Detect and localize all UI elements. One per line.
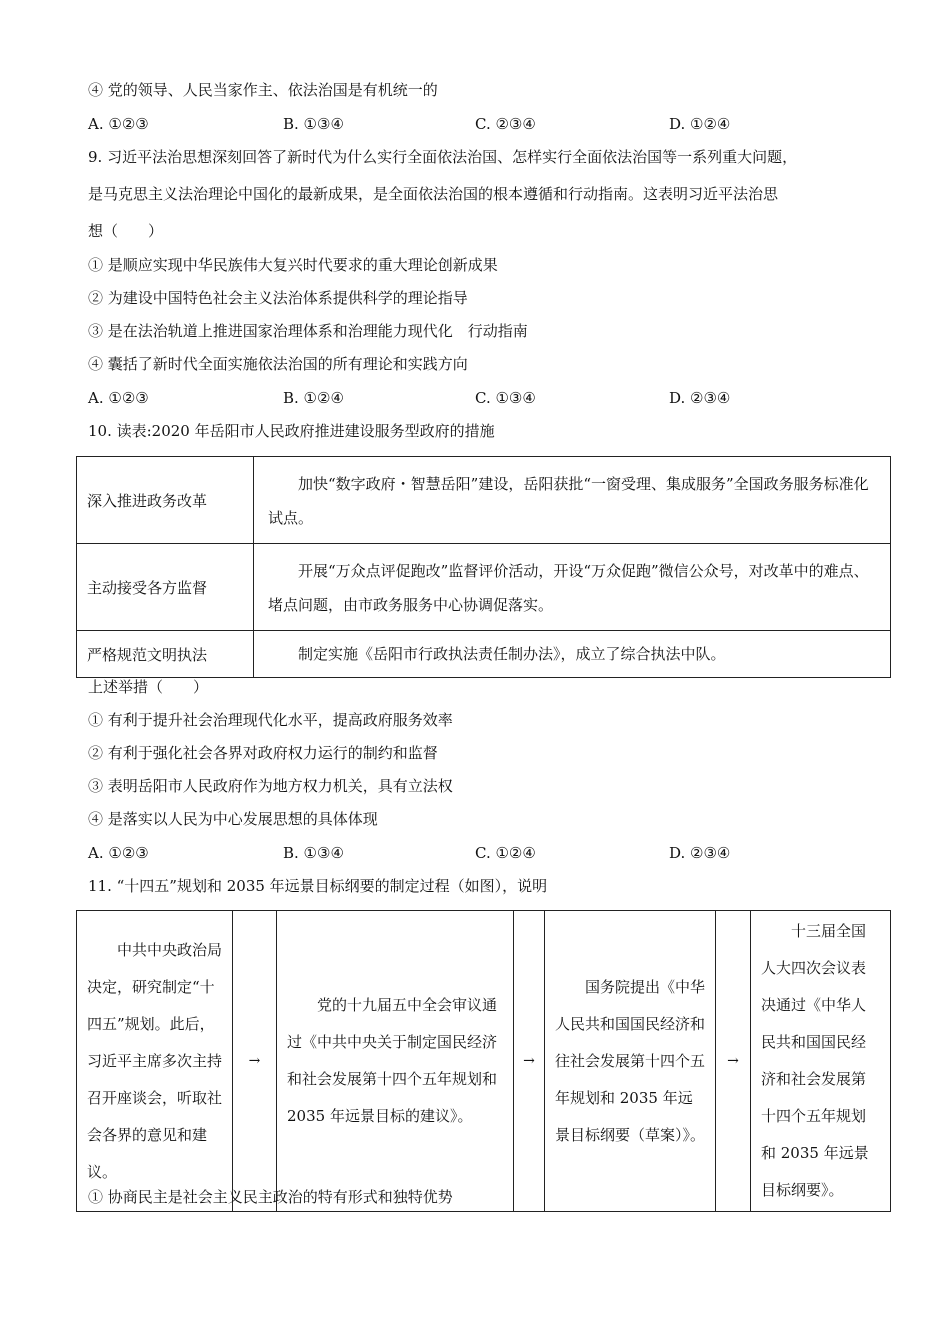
arrow-right-icon: → (514, 911, 545, 1212)
q10-option-b[interactable]: B. ①③④ (283, 844, 344, 862)
q10-option-d[interactable]: D. ②③④ (669, 844, 731, 862)
q8-option-a[interactable]: A. ①②③ (88, 115, 149, 133)
q11-item-1: ① 协商民主是社会主义民主政治的特有形式和独特优势 (88, 1188, 453, 1206)
q8-option-c[interactable]: C. ②③④ (475, 115, 536, 133)
q9-item-2: ② 为建设中国特色社会主义法治体系提供科学的理论指导 (88, 289, 468, 307)
detail-cell: 开展“万众点评促跑改”监督评价活动，开设“万众促跑”微信公众号，对改革中的难点、堵点问题，由市政务服务中心协调促落实。 (254, 544, 891, 631)
flow-step-text: 国务院提出《中华人民共和国国民经济和往社会发展第十四个五年规划和 2035 年远景目标纲要（草案）》。 (555, 977, 706, 1144)
flow-step-2 (277, 911, 514, 1212)
q9-option-b[interactable]: B. ①②④ (283, 389, 344, 407)
q9-option-d[interactable]: D. ②③④ (669, 389, 731, 407)
q9-item-1: ① 是顺应实现中华民族伟大复兴时代要求的重大理论创新成果 (88, 256, 498, 274)
q9-item-4: ④ 囊括了新时代全面实施依法治国的所有理论和实践方向 (88, 355, 468, 373)
q10-option-c[interactable]: C. ①②④ (475, 844, 536, 862)
q10-stem: 10. 读表:2020 年岳阳市人民政府推进建设服务型政府的措施 (88, 422, 495, 440)
table-row (77, 457, 891, 544)
q10-after: 上述举措（ ） (88, 678, 209, 696)
flow-step-3 (545, 911, 716, 1212)
table-row (77, 544, 891, 631)
q9-stem-line-3: 想（ ） (88, 222, 164, 240)
q9-stem-line-1: 9. 习近平法治思想深刻回答了新时代为什么实行全面依法治国、怎样实行全面依法治国等一系列重大问题， (88, 148, 798, 166)
q8-option-b[interactable]: B. ①③④ (283, 115, 344, 133)
q10-item-1: ① 有利于提升社会治理现代化水平，提高政府服务效率 (88, 711, 453, 729)
q10-item-4: ④ 是落实以人民为中心发展思想的具体体现 (88, 810, 378, 828)
arrow-right-icon: → (716, 911, 751, 1212)
flow-step-text: 中共中央政治局决定，研究制定“十四五”规划。此后，习近平主席多次主持召开座谈会，听取社会各界的意见和建议。 (87, 940, 223, 1181)
q8-options (88, 114, 868, 134)
q10-options (88, 843, 868, 863)
detail-cell: 加快“数字政府・智慧岳阳”建设，岳阳获批“一窗受理、集成服务”全国政务服务标准化试点。 (254, 457, 891, 544)
q9-stem-line-2: 是马克思主义法治理论中国化的最新成果，是全面依法治国的根本遵循和行动指南。这表明习近平法治思 (88, 185, 779, 203)
q9-option-c[interactable]: C. ①③④ (475, 389, 536, 407)
measure-cell: 主动接受各方监督 (77, 544, 254, 631)
q8-option-d[interactable]: D. ①②④ (669, 115, 731, 133)
flow-step-text: 十三届全国人大四次会议表决通过《中华人民共和国国民经济和社会发展第十四个五年规划和 2035 年远景目标纲要》。 (761, 922, 869, 1199)
flow-step-text: 党的十九届五中全会审议通过《中共中央关于制定国民经济和社会发展第十四个五年规划和 2035 年远景目标的建议》。 (287, 996, 498, 1125)
flow-step-4 (751, 911, 891, 1212)
q10-measures-table (76, 456, 891, 678)
q10-item-3: ③ 表明岳阳市人民政府作为地方权力机关，具有立法权 (88, 777, 453, 795)
q9-options (88, 388, 868, 408)
q11-stem: 11. “十四五”规划和 2035 年远景目标纲要的制定过程（如图），说明 (88, 877, 548, 895)
flow-row (77, 911, 891, 1212)
flow-step-1 (77, 911, 233, 1212)
q9-item-3: ③ 是在法治轨道上推进国家治理体系和治理能力现代化 行动指南 (88, 322, 528, 340)
measure-cell: 严格规范文明执法 (77, 631, 254, 678)
q9-option-a[interactable]: A. ①②③ (88, 389, 149, 407)
detail-cell: 制定实施《岳阳市行政执法责任制办法》，成立了综合执法中队。 (254, 631, 891, 678)
table-row (77, 631, 891, 678)
q11-process-flow (76, 910, 891, 1212)
measure-cell: 深入推进政务改革 (77, 457, 254, 544)
arrow-right-icon: → (233, 911, 277, 1212)
q8-item-4: ④ 党的领导、人民当家作主、依法治国是有机统一的 (88, 81, 438, 99)
q10-item-2: ② 有利于强化社会各界对政府权力运行的制约和监督 (88, 744, 438, 762)
q10-option-a[interactable]: A. ①②③ (88, 844, 149, 862)
